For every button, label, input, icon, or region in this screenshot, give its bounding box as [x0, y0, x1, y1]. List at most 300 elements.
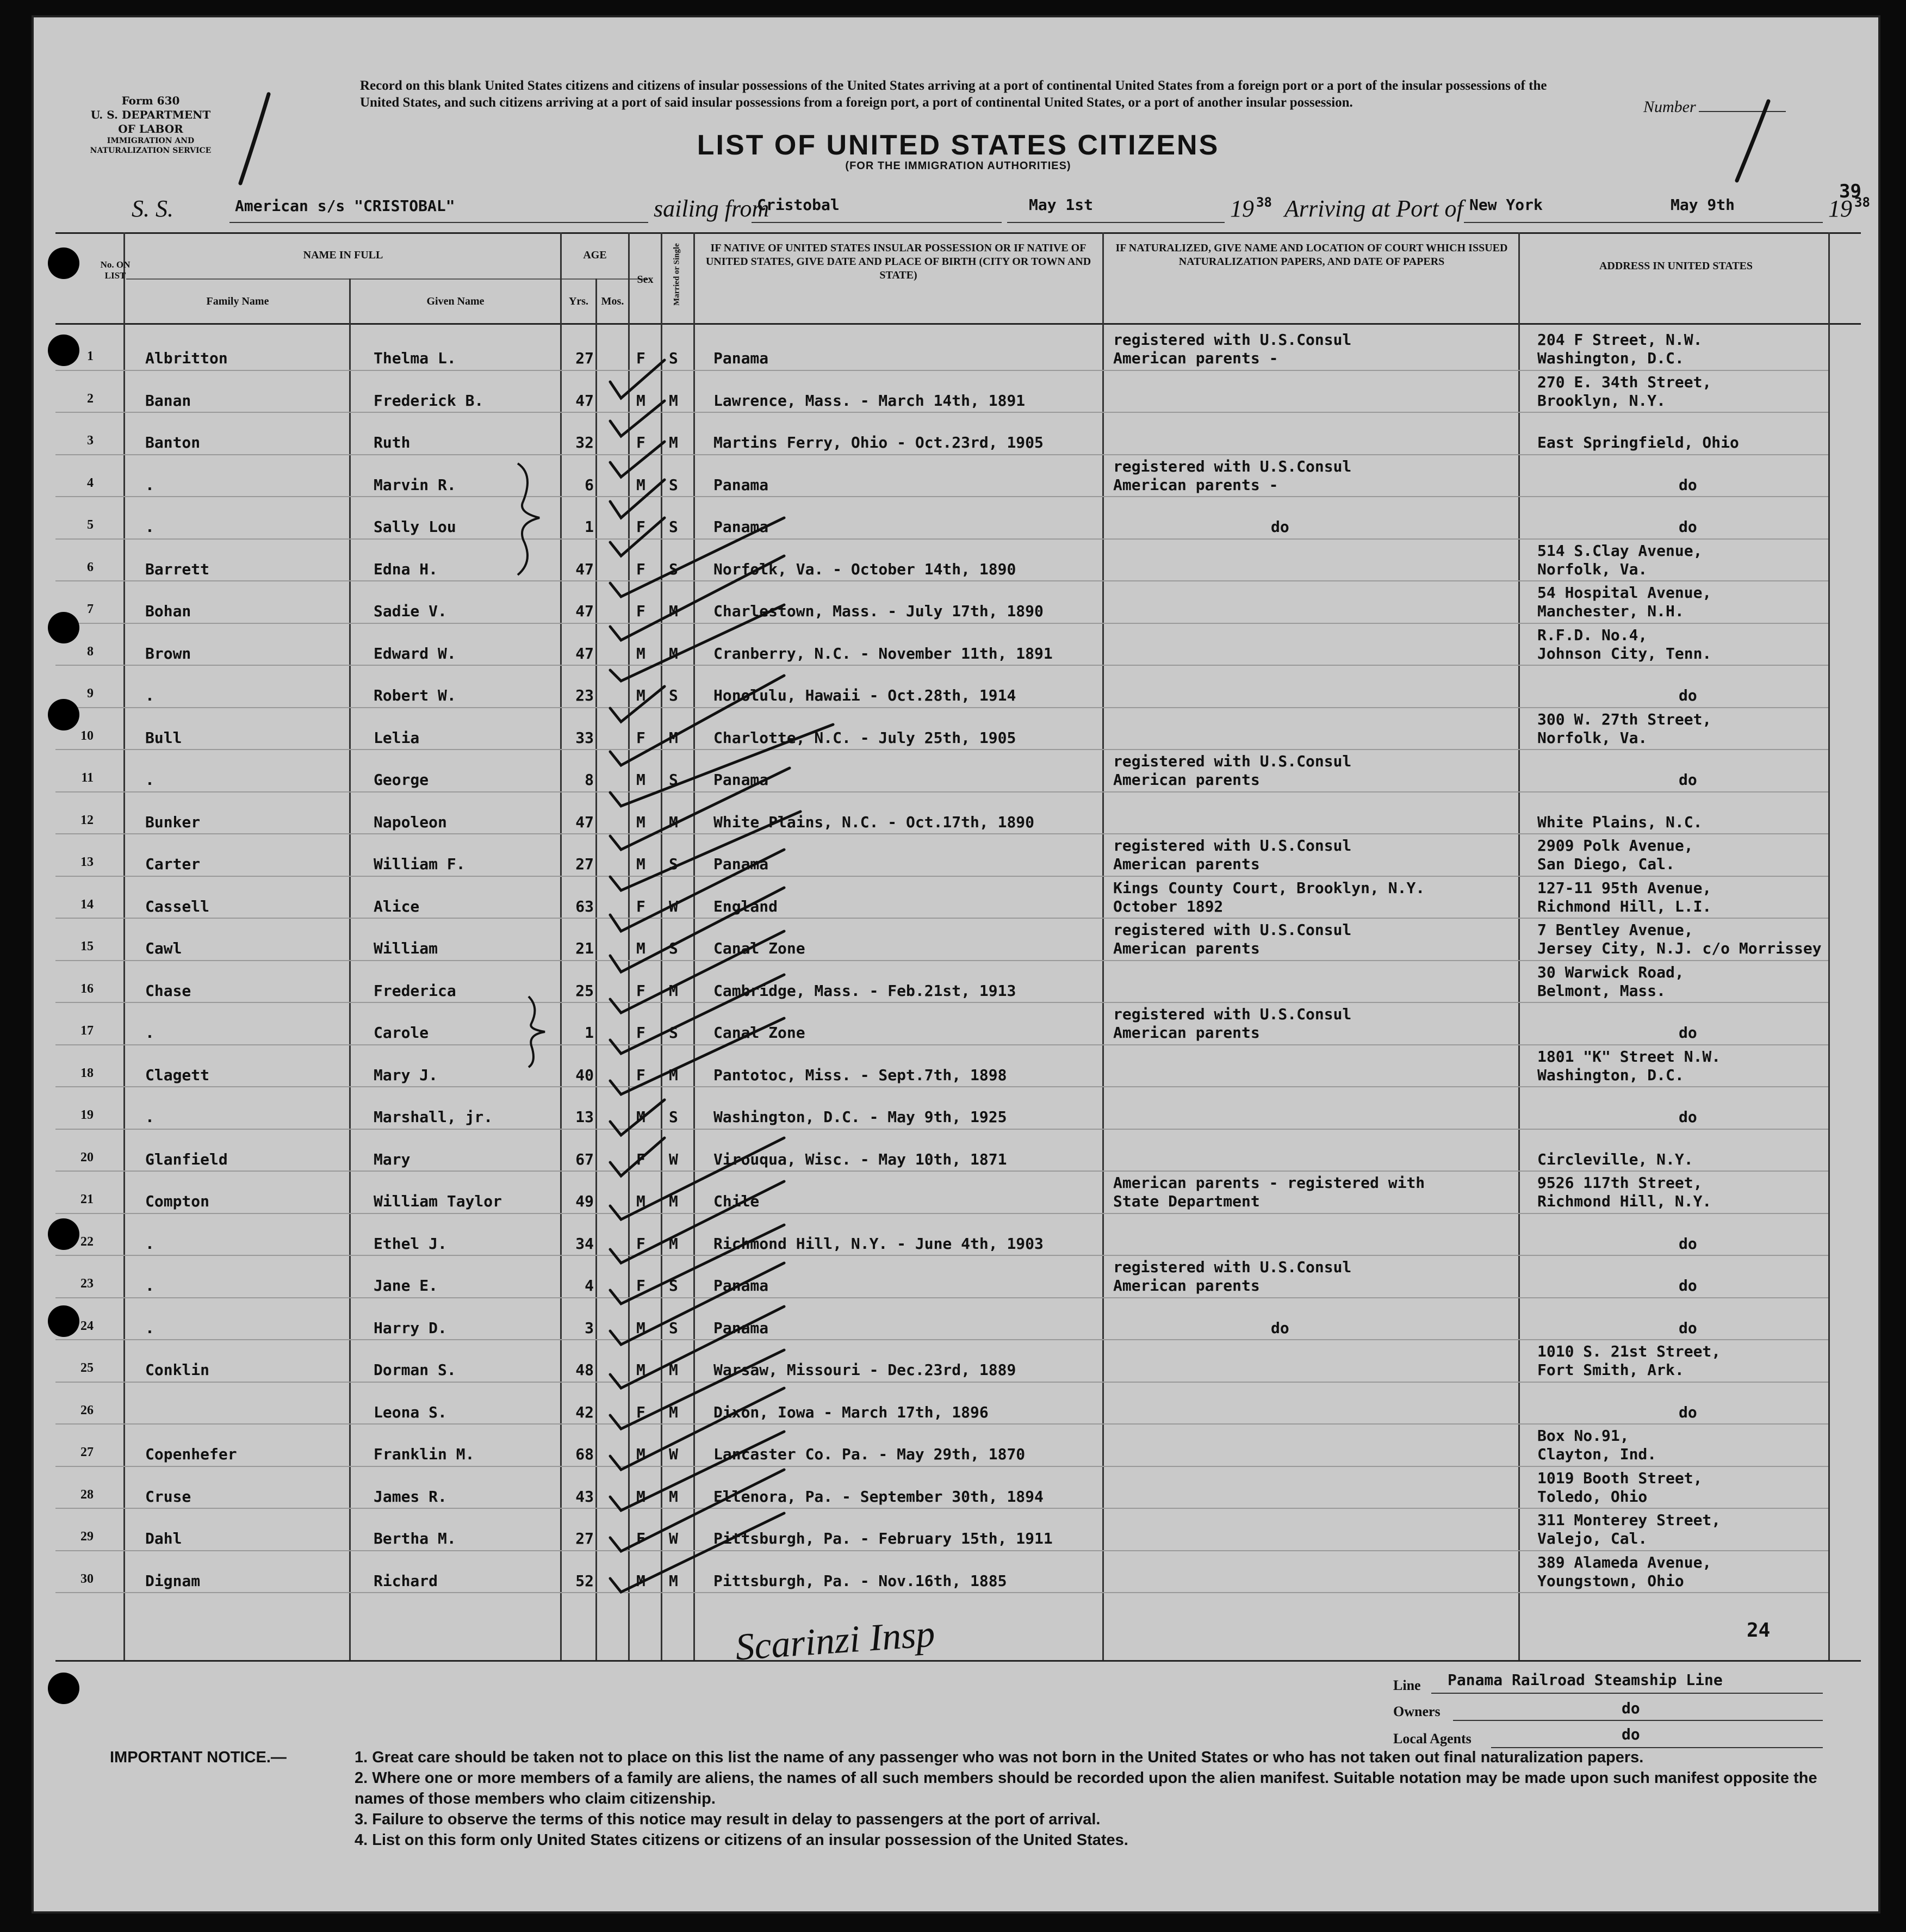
family-name: Carter: [145, 855, 201, 873]
age-years: 43: [575, 1487, 594, 1506]
line-label: Line: [1393, 1677, 1421, 1693]
family-name: Cawl: [145, 939, 182, 957]
department-name: U. S. DEPARTMENT OF LABOR: [90, 108, 211, 135]
row-number: 4: [87, 475, 94, 490]
birth-place-date: Virouqua, Wisc. - May 10th, 1871: [713, 1150, 1007, 1168]
birth-place-date: Ellenora, Pa. - September 30th, 1894: [713, 1487, 1044, 1506]
family-name: .: [145, 1234, 154, 1253]
marital-status: M: [669, 1192, 678, 1210]
address-line-2: Brooklyn, N.Y.: [1537, 391, 1666, 410]
address-line-1: 204 F Street, N.W.: [1537, 331, 1703, 349]
row-number: 25: [80, 1361, 94, 1375]
naturalization-line-1: do: [1271, 518, 1289, 536]
family-name: Cruse: [145, 1487, 191, 1506]
age-years: 27: [575, 855, 594, 873]
marital-status: W: [669, 1150, 678, 1168]
age-years: 67: [575, 1150, 594, 1168]
naturalization-line-1: registered with U.S.Consul: [1113, 837, 1352, 854]
arrive-year: 38: [1854, 195, 1870, 210]
sex: F: [636, 1234, 645, 1253]
marital-status: M: [669, 434, 678, 451]
family-name: .: [145, 1318, 154, 1337]
age-years: 33: [575, 728, 594, 747]
sex: F: [636, 602, 645, 620]
notice-item-4: 4. List on this form only United States citizens or citizens of an insular possession of the United States.: [355, 1831, 1128, 1849]
family-braces: [507, 442, 561, 1366]
punch-hole: [48, 335, 79, 366]
check-marks: [605, 300, 887, 1660]
punch-hole: [48, 247, 79, 279]
family-name: Glanfield: [145, 1150, 228, 1168]
age-years: 32: [575, 434, 594, 451]
address-line-2: Washington, D.C.: [1537, 1066, 1684, 1084]
address-line-1: 300 W. 27th Street,: [1537, 710, 1712, 728]
marital-status: S: [669, 939, 678, 957]
marital-status: S: [669, 349, 678, 367]
notice-label: IMPORTANT NOTICE.—: [110, 1749, 287, 1766]
age-years: 21: [575, 939, 594, 957]
family-name: Albritton: [145, 349, 228, 367]
address-line-1: 1010 S. 21st Street,: [1537, 1342, 1721, 1360]
age-years: 1: [585, 1024, 594, 1042]
row-number: 20: [80, 1150, 94, 1165]
age-years: 48: [575, 1361, 594, 1379]
sex: M: [636, 686, 645, 704]
sex: M: [636, 644, 645, 662]
vessel-name: American s/s "CRISTOBAL": [235, 197, 455, 215]
owners-label: Owners: [1393, 1704, 1441, 1719]
birth-place-date: Lawrence, Mass. - March 14th, 1891: [713, 391, 1026, 410]
address-line-2: Norfolk, Va.: [1537, 560, 1648, 578]
naturalization-line-2: American parents -: [1113, 475, 1278, 494]
birth-place-date: Panama: [713, 1277, 769, 1295]
birth-place-date: Richmond Hill, N.Y. - June 4th, 1903: [713, 1234, 1044, 1253]
row-number: 30: [80, 1571, 94, 1586]
given-name: Jane E.: [374, 1277, 438, 1295]
age-years: 42: [575, 1403, 594, 1421]
given-name: Mary: [374, 1150, 411, 1168]
family-name: .: [145, 1024, 154, 1042]
naturalization-line-1: Kings County Court, Brooklyn, N.Y.: [1113, 878, 1425, 897]
row-number: 6: [87, 560, 94, 574]
sex: F: [636, 1403, 645, 1421]
col-family-header: Family Name: [206, 295, 269, 307]
sex: M: [636, 1318, 645, 1337]
sex: M: [636, 1108, 645, 1126]
row-number: 9: [87, 686, 94, 701]
age-years: 1: [585, 518, 594, 536]
row-number: 15: [80, 939, 94, 953]
given-name: Thelma L.: [374, 349, 456, 367]
age-years: 47: [575, 560, 594, 578]
birth-place-date: Panama: [713, 349, 769, 367]
naturalization-line-1: do: [1271, 1318, 1289, 1337]
address-line-1: 9526 117th Street,: [1537, 1174, 1703, 1192]
sex: F: [636, 434, 645, 451]
col-name-header: NAME IN FULL: [303, 249, 383, 261]
address-line-1: R.F.D. No.4,: [1537, 626, 1648, 644]
family-name: Bull: [145, 728, 182, 747]
sex: F: [636, 897, 645, 915]
birth-place-date: Pittsburgh, Pa. - February 15th, 1911: [713, 1530, 1053, 1547]
family-name: .: [145, 686, 154, 704]
given-name: William F.: [374, 855, 465, 873]
marital-status: M: [669, 391, 678, 410]
sex: F: [636, 1277, 645, 1295]
address-line-2: Toledo, Ohio: [1537, 1487, 1648, 1506]
birth-place-date: Lancaster Co. Pa. - May 29th, 1870: [713, 1445, 1026, 1463]
row-number: 10: [80, 728, 94, 743]
page-corner-number: 39: [1839, 181, 1861, 202]
age-years: 40: [575, 1066, 594, 1084]
birth-place-date: England: [713, 897, 778, 915]
marital-status: S: [669, 1024, 678, 1042]
family-name: Copenhefer: [145, 1445, 237, 1463]
naturalization-line-2: American parents: [1113, 855, 1260, 873]
family-name: Bohan: [145, 602, 191, 620]
address-line-2: Fort Smith, Ark.: [1537, 1361, 1684, 1379]
birth-place-date: Norfolk, Va. - October 14th, 1890: [713, 560, 1016, 578]
birth-place-date: Dixon, Iowa - March 17th, 1896: [713, 1403, 989, 1421]
given-name: Ruth: [374, 434, 411, 451]
number-label: Number: [1643, 98, 1696, 116]
form-id-block: [83, 94, 219, 156]
punch-hole: [48, 1673, 79, 1704]
family-name: Brown: [145, 644, 191, 662]
address-line-1: 311 Monterey Street,: [1537, 1511, 1721, 1529]
punch-hole: [48, 1218, 79, 1250]
marital-status: M: [669, 981, 678, 1000]
col-naturalized-header: IF NATURALIZED, GIVE NAME AND LOCATION OF COURT WHICH ISSUED NATURALIZATION PAPERS, AND DATE OF PAPERS: [1115, 242, 1508, 268]
age-years: 34: [575, 1234, 594, 1253]
marital-status: S: [669, 1277, 678, 1295]
family-name: Clagett: [145, 1066, 210, 1084]
address-line-1: do: [1679, 686, 1697, 704]
address-line-2: Clayton, Ind.: [1537, 1445, 1657, 1463]
given-name: Napoleon: [374, 813, 447, 831]
naturalization-line-1: registered with U.S.Consul: [1113, 331, 1352, 349]
sex: M: [636, 855, 645, 873]
address-line-1: 270 E. 34th Street,: [1537, 373, 1712, 391]
birth-place-date: Panama: [713, 771, 769, 789]
address-line-1: 2909 Polk Avenue,: [1537, 837, 1693, 854]
marital-status: S: [669, 686, 678, 704]
family-name: .: [145, 518, 154, 536]
age-years: 3: [585, 1318, 594, 1337]
depart-year-prefix: 19: [1230, 195, 1254, 222]
marital-status: S: [669, 1108, 678, 1126]
marital-status: M: [669, 1066, 678, 1084]
birth-place-date: Warsaw, Missouri - Dec.23rd, 1889: [713, 1361, 1016, 1379]
row-number: 24: [80, 1318, 94, 1333]
row-number: 5: [87, 518, 94, 532]
naturalization-line-2: American parents: [1113, 771, 1260, 789]
address-line-1: 54 Hospital Avenue,: [1537, 584, 1712, 602]
address-line-1: do: [1679, 1234, 1697, 1253]
naturalization-line-1: registered with U.S.Consul: [1113, 457, 1352, 475]
given-name: William: [374, 939, 438, 957]
family-name: Banton: [145, 434, 201, 451]
given-name: Frederick B.: [374, 391, 484, 410]
sex: F: [636, 349, 645, 367]
row-number: 26: [80, 1403, 94, 1417]
sex: M: [636, 1361, 645, 1379]
birth-place-date: Pittsburgh, Pa. - Nov.16th, 1885: [713, 1571, 1007, 1590]
arrive-date: May 9th: [1671, 196, 1735, 214]
marital-status: S: [669, 560, 678, 578]
birth-place-date: Honolulu, Hawaii - Oct.28th, 1914: [713, 686, 1016, 704]
row-number: 23: [80, 1277, 94, 1291]
family-name: Bunker: [145, 813, 201, 831]
given-name: Edward W.: [374, 644, 456, 662]
col-age-header: AGE: [583, 249, 607, 261]
marital-status: M: [669, 728, 678, 747]
age-years: 27: [575, 349, 594, 367]
marital-status: W: [669, 897, 678, 915]
birth-place-date: Washington, D.C. - May 9th, 1925: [713, 1108, 1007, 1126]
manifest-sheet: [32, 15, 1880, 1914]
address-line-1: 7 Bentley Avenue,: [1537, 921, 1693, 939]
sex: M: [636, 475, 645, 494]
given-name: Franklin M.: [374, 1445, 475, 1463]
marital-status: M: [669, 602, 678, 620]
col-sex-header: Sex: [637, 274, 654, 286]
row-number: 19: [80, 1108, 94, 1122]
address-line-2: Manchester, N.H.: [1537, 602, 1684, 620]
sex: M: [636, 771, 645, 789]
row-number: 16: [80, 981, 94, 996]
notice-list: [355, 1747, 1855, 1850]
page-count-stamp: 24: [1747, 1619, 1771, 1642]
row-number: 8: [87, 644, 94, 659]
col-given-header: Given Name: [426, 295, 485, 307]
given-name: Sally Lou: [374, 518, 456, 536]
address-line-1: 1801 "K" Street N.W.: [1537, 1047, 1721, 1066]
address-line-1: 514 S.Clay Avenue,: [1537, 541, 1703, 560]
sex: F: [636, 560, 645, 578]
family-name: Banan: [145, 391, 191, 410]
naturalization-line-2: October 1892: [1113, 897, 1224, 915]
given-name: Alice: [374, 897, 420, 915]
family-name: Dahl: [145, 1530, 182, 1547]
handwritten-sheet-number: [1730, 99, 1774, 186]
address-line-1: Circleville, N.Y.: [1537, 1150, 1693, 1168]
given-name: Bertha M.: [374, 1530, 456, 1547]
sex: F: [636, 728, 645, 747]
given-name: Edna H.: [374, 560, 438, 578]
address-line-2: Washington, D.C.: [1537, 349, 1684, 367]
naturalization-line-2: American parents -: [1113, 349, 1278, 367]
address-line-2: Norfolk, Va.: [1537, 728, 1648, 747]
arriving-label: Arriving at Port of: [1284, 195, 1463, 222]
address-line-2: Valejo, Cal.: [1537, 1530, 1648, 1547]
given-name: Ethel J.: [374, 1234, 447, 1253]
sex: F: [636, 1150, 645, 1168]
birth-place-date: Panama: [713, 518, 769, 536]
sex: F: [636, 518, 645, 536]
naturalization-line-1: American parents - registered with: [1113, 1174, 1425, 1192]
row-number: 28: [80, 1487, 94, 1502]
sex: M: [636, 1487, 645, 1506]
family-name: .: [145, 771, 154, 789]
address-line-1: do: [1679, 1403, 1697, 1421]
row-number: 22: [80, 1234, 94, 1249]
sex: F: [636, 981, 645, 1000]
birth-place-date: Cambridge, Mass. - Feb.21st, 1913: [713, 981, 1016, 1000]
port-to: New York: [1469, 196, 1543, 214]
birth-place-date: Charlestown, Mass. - July 17th, 1890: [713, 602, 1044, 620]
family-name: .: [145, 1277, 154, 1295]
given-name: Robert W.: [374, 686, 456, 704]
age-years: 13: [575, 1108, 594, 1126]
given-name: Leona S.: [374, 1403, 447, 1421]
address-line-1: do: [1679, 1024, 1697, 1042]
sex: M: [636, 939, 645, 957]
naturalization-line-1: registered with U.S.Consul: [1113, 1258, 1352, 1276]
address-line-2: Jersey City, N.J. c/o Morrissey: [1537, 939, 1822, 957]
marital-status: S: [669, 771, 678, 789]
age-years: 8: [585, 771, 594, 789]
address-line-1: 30 Warwick Road,: [1537, 963, 1684, 981]
address-line-2: Belmont, Mass.: [1537, 981, 1666, 1000]
given-name: Marshall, jr.: [374, 1108, 493, 1126]
naturalization-line-2: American parents: [1113, 1277, 1260, 1295]
marital-status: S: [669, 1318, 678, 1337]
sex: M: [636, 1571, 645, 1590]
marital-status: M: [669, 644, 678, 662]
naturalization-line-1: registered with U.S.Consul: [1113, 921, 1352, 939]
birth-place-date: Panama: [713, 1318, 769, 1337]
address-line-1: White Plains, N.C.: [1537, 813, 1703, 831]
age-years: 47: [575, 813, 594, 831]
notice-item-2: 2. Where one or more members of a family are aliens, the names of all such members should be recorded upon the alien manifest. Suitable notation may be made upon such manifest opposite the names of those members who claim citizenship.: [355, 1769, 1817, 1807]
given-name: Dorman S.: [374, 1361, 456, 1379]
sex: M: [636, 813, 645, 831]
punch-hole: [48, 699, 79, 730]
given-name: Frederica: [374, 981, 456, 1000]
given-name: James R.: [374, 1487, 447, 1506]
marital-status: S: [669, 518, 678, 536]
given-name: Richard: [374, 1571, 438, 1590]
port-from: Cristobal: [757, 196, 840, 214]
owners-value: do: [1622, 1699, 1640, 1717]
age-years: 6: [585, 475, 594, 494]
voyage-line: [132, 190, 1872, 228]
naturalization-line-1: registered with U.S.Consul: [1113, 1005, 1352, 1023]
row-number: 27: [80, 1445, 94, 1459]
birth-place-date: Chile: [713, 1192, 760, 1210]
ss-label: S. S.: [132, 195, 173, 222]
address-line-2: Johnson City, Tenn.: [1537, 644, 1712, 662]
birth-place-date: Panama: [713, 855, 769, 873]
marital-status: M: [669, 1361, 678, 1379]
col-married-header: Married or Single: [672, 243, 681, 306]
given-name: Mary J.: [374, 1066, 438, 1084]
age-years: 63: [575, 897, 594, 915]
given-name: Lelia: [374, 728, 420, 747]
depart-date: May 1st: [1029, 196, 1094, 214]
birth-place-date: Martins Ferry, Ohio - Oct.23rd, 1905: [713, 434, 1044, 451]
birth-place-date: Canal Zone: [713, 1024, 805, 1042]
age-years: 27: [575, 1530, 594, 1547]
birth-place-date: Pantotoc, Miss. - Sept.7th, 1898: [713, 1066, 1007, 1084]
address-line-2: Richmond Hill, L.I.: [1537, 897, 1712, 915]
address-line-1: 389 Alameda Avenue,: [1537, 1553, 1712, 1571]
col-yrs-header: Yrs.: [568, 295, 589, 307]
given-name: Marvin R.: [374, 475, 456, 494]
family-name: .: [145, 475, 154, 494]
address-line-1: Box No.91,: [1537, 1427, 1629, 1445]
col-birth-header: IF NATIVE OF UNITED STATES INSULAR POSSESSION OR IF NATIVE OF UNITED STATES, GIVE DATE AND PLACE OF BIRTH (CITY OR TOWN AND STATE): [705, 242, 1091, 281]
address-line-1: do: [1679, 1277, 1697, 1295]
sex: M: [636, 1445, 645, 1463]
address-line-1: do: [1679, 1318, 1697, 1337]
given-name: Sadie V.: [374, 602, 447, 620]
steamship-line: Panama Railroad Steamship Line: [1448, 1671, 1723, 1689]
birth-place-date: Cranberry, N.C. - November 11th, 1891: [713, 644, 1053, 662]
given-name: William Taylor: [374, 1192, 502, 1210]
marital-status: S: [669, 475, 678, 494]
birth-place-date: Canal Zone: [713, 939, 805, 957]
row-number: 14: [80, 897, 94, 912]
age-years: 25: [575, 981, 594, 1000]
marital-status: M: [669, 1487, 678, 1506]
family-name: Conklin: [145, 1361, 210, 1379]
sex: M: [636, 1192, 645, 1210]
given-name: Carole: [374, 1024, 429, 1042]
address-line-1: do: [1679, 475, 1697, 494]
age-years: 49: [575, 1192, 594, 1210]
service-name: IMMIGRATION AND NATURALIZATION SERVICE: [90, 137, 212, 155]
row-number: 7: [87, 602, 94, 616]
family-name: Dignam: [145, 1571, 201, 1590]
col-mos-header: Mos.: [601, 295, 624, 307]
marital-status: M: [669, 1571, 678, 1590]
punch-hole: [48, 612, 79, 643]
depart-year: 38: [1256, 195, 1272, 210]
sex: M: [636, 391, 645, 410]
sex: F: [636, 1024, 645, 1042]
row-number: 2: [87, 391, 94, 406]
age-years: 47: [575, 602, 594, 620]
row-number: 29: [80, 1530, 94, 1544]
address-line-1: do: [1679, 771, 1697, 789]
arrive-year-prefix: 19: [1828, 195, 1852, 222]
age-years: 68: [575, 1445, 594, 1463]
address-line-1: do: [1679, 1108, 1697, 1126]
inspector-signature: Scarinzi Insp: [734, 1613, 936, 1669]
row-number: 13: [80, 855, 94, 869]
address-line-2: Richmond Hill, N.Y.: [1537, 1192, 1712, 1210]
form-title: LIST OF UNITED STATES CITIZENS: [697, 129, 1220, 161]
row-number: 17: [80, 1024, 94, 1038]
address-line-1: 1019 Booth Street,: [1537, 1469, 1703, 1487]
marital-status: W: [669, 1445, 678, 1463]
naturalization-line-2: State Department: [1113, 1192, 1260, 1210]
notice-item-3: 3. Failure to observe the terms of this notice may result in delay to passengers at the port of arrival.: [355, 1811, 1101, 1828]
marital-status: S: [669, 855, 678, 873]
marital-status: M: [669, 1403, 678, 1421]
birth-place-date: Charlotte, N.C. - July 25th, 1905: [713, 728, 1016, 747]
row-number: 11: [81, 771, 94, 785]
sailing-from-label: sailing from: [654, 195, 769, 222]
address-line-1: 127-11 95th Avenue,: [1537, 878, 1712, 897]
row-number: 3: [87, 434, 94, 448]
agents-value: do: [1622, 1725, 1640, 1743]
address-line-1: East Springfield, Ohio: [1537, 434, 1739, 451]
instructions-text: Record on this blank United States citizens and citizens of insular possessions of the United States arriving at a port of continental United States from a foreign port or a port of the insular possessions of the United States, and such citizens arriving at a port of said insular possessions from a foreign port, a port of continental United States, or a port of another insular possession.: [360, 78, 1547, 110]
sex: F: [636, 1530, 645, 1547]
